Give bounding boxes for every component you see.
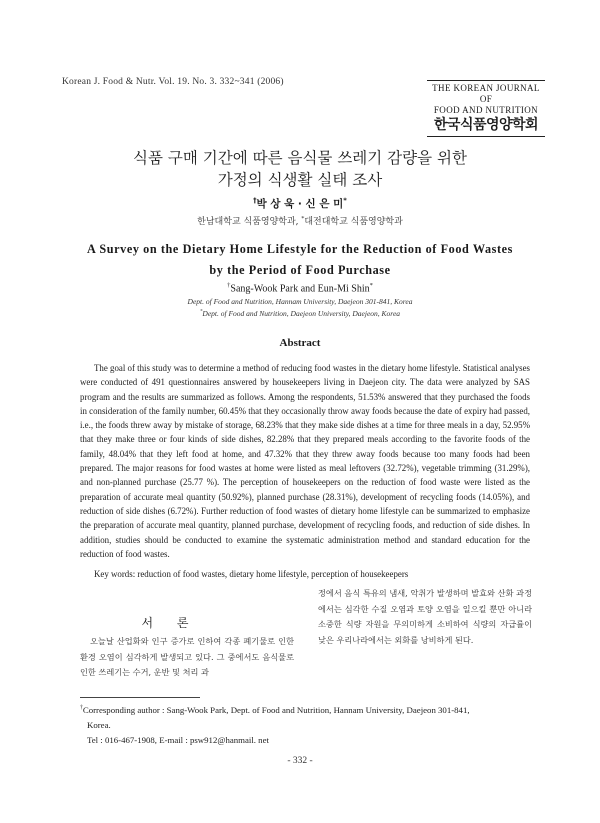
corresponding-footnote <box>80 701 536 748</box>
footnote-contact: Tel : 016-467-1908, E-mail : psw912@hanmail. net <box>87 734 269 745</box>
affiliation-mark: * <box>301 216 305 222</box>
title-en-line2: by the Period of Food Purchase <box>209 263 391 277</box>
title-ko-line2: 가정의 식생활 실태 조사 <box>217 171 383 189</box>
title-ko-line1: 식품 구매 기간에 따른 음식물 쓰레기 감량을 위한 <box>133 149 467 167</box>
corresponding-mark: † <box>227 282 231 289</box>
corresponding-mark: † <box>253 196 257 205</box>
journal-citation: Korean J. Food & Nutr. Vol. 19. No. 3. 332~341 (2006) <box>62 77 284 87</box>
authors-ko <box>0 196 600 211</box>
intro-right-column: 정에서 음식 특유의 냄새, 악취가 발생하며 발효와 산화 과정에서는 심각한 수질 오염과 토양 오염을 일으킬 뿐만 아니라 소중한 식량 자원을 무의미하게 소비하여 식량의 자급률이 낮은 우리나라에서는 외화를 낭비하게 된다. <box>318 588 532 645</box>
abstract-heading: Abstract <box>279 337 321 349</box>
affiliations-ko <box>0 214 600 227</box>
abstract-body: The goal of this study was to determine a method of reducing food wastes in the dietary home lifestyle. Statistical analyses were conducted of 491 questionnaires answered by housekeepers living in Daejeon city. The data were analyzed by SAS program and the results are summarized as follows. Among the respondents, 51.53% answered that they purchased the foods in consideration of the family number, 60.45% that they occasionally throw away foods because the date of expiry had passed, i.e., the foods threw away by mistake of storage, 68.23% that they make side dishes at a time for three meals in a day, 52.95% that they make three or four kinds of side dishes, 82.28% that they prepared meals according to the favorite foods of the family, 48.04% that they left food at home, and 47.32% that they threw away foods because too many foods had been prepared. The major reasons for food wastes at home were listed as meal leftovers (32.72%), vegetable trimming (31.29%), and non-planned purchase (25.77 %). The perception of housekeepers on the reduction of food waste were listed as the preparation of accurate meal quantity (50.92%), planned purchase (28.31%), development of recycling foods (14.05%), and reduction of side dishes (6.72%). Further reduction of food wastes of dietary home lifestyle can be summarized to emphasize the preparation of accurate meal quantity, planned purchase, development of recycling foods, and reduction of side dishes. In addition, studies should be conducted to examine the systematic administration method and standard education for the reduction of food wastes. <box>80 363 530 559</box>
journal-name-en-line2: FOOD AND NUTRITION <box>433 105 539 115</box>
footnote-line2: Korea. <box>87 719 111 730</box>
affiliation-en-2-row <box>0 309 600 318</box>
title-en-line1: A Survey on the Dietary Home Lifestyle for the Reduction of Food Wastes <box>86 242 514 256</box>
author-names-en: Sang-Wook Park and Eun-Mi Shin <box>230 283 370 295</box>
keywords: Key words: reduction of food wastes, dietary home lifestyle, perception of housekeepers <box>94 569 409 579</box>
affiliation-en-1: Dept. of Food and Nutrition, Hannam University, Daejeon 301-841, Korea <box>187 297 413 306</box>
footnote-divider <box>80 697 200 698</box>
authors-en <box>0 282 600 294</box>
corresponding-mark: † <box>80 705 83 711</box>
affiliation-mark: * <box>343 196 347 205</box>
footnote-line1: Corresponding author : Sang-Wook Park, Dept. of Food and Nutrition, Hannam University, Daejeon 301-841, <box>82 704 470 715</box>
page-number: - 332 - <box>287 756 313 766</box>
intro-heading: 서 론 <box>141 616 199 630</box>
affiliation-en-2: Dept. of Food and Nutrition, Daejeon University, Daejeon, Korea <box>202 309 401 318</box>
journal-name-ko: 한국식품영양학회 <box>427 116 545 137</box>
author-names-ko: 박 상 욱 · 신 은 미 <box>256 198 344 210</box>
affiliation-mark: * <box>199 309 203 315</box>
affiliation-ko-1: 한남대학교 식품영양학과, <box>197 217 299 227</box>
intro-left-column: 오늘날 산업화와 인구 증가로 인하여 각종 폐기물로 인한 환경 오염이 심각하게 발생되고 있다. 그 중에서도 음식물로 인한 쓰레기는 수거, 운반 및 처리 과 <box>80 636 294 677</box>
journal-name-en-line1: THE KOREAN JOURNAL OF <box>427 80 545 105</box>
affiliation-ko-2: 대전대학교 식품영양학과 <box>304 217 403 227</box>
journal-logo <box>427 80 545 137</box>
affiliation-mark: * <box>369 282 373 289</box>
